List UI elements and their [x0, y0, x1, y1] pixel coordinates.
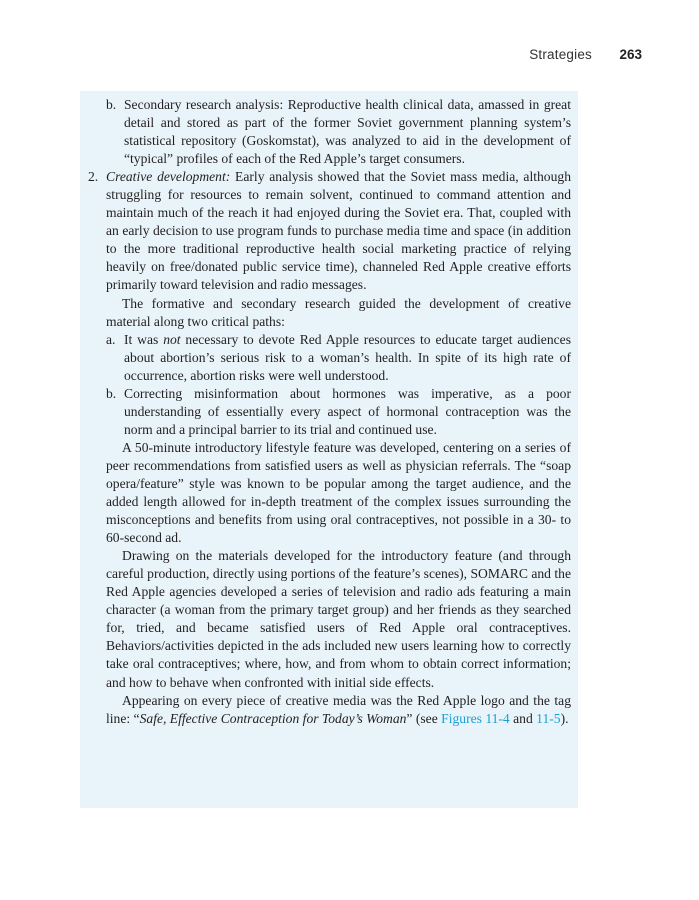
tagline: Safe, Effective Contraception for Today’s Woman [139, 710, 407, 726]
list-emphasis: not [163, 331, 181, 347]
list-item-a-abortion [88, 331, 571, 385]
figure-link-11-4[interactable]: Figures 11-4 [441, 710, 510, 726]
list-text-post: necessary to devote Red Apple resources to educate target audiences about abortion’s serious risk to a woman’s health. In spite of its high rate of occurrence, abortion risks were well understood. [124, 331, 571, 383]
page-number: 263 [619, 47, 642, 62]
paragraph-wrapper [88, 547, 571, 691]
running-header [0, 47, 699, 67]
list-label: a. [106, 331, 116, 347]
list-text-pre: It was [124, 331, 164, 347]
paragraph-feature: A 50-minute introductory lifestyle feature was developed, centering on a series of peer recommendations from satisfied users as well as physician referrals. The “soap opera/feature” style was known to be popular among the target audience, and the added length allowed for in-depth treatment of the complex issues surrounding the misconceptions and benefits from using oral contraceptives, not possible in a 30- to 60-second ad. [106, 439, 571, 546]
list-item-b-hormones [88, 385, 571, 439]
paragraph-formative: The formative and secondary research guided the development of creative material along two critical paths: [106, 295, 571, 329]
section-title: Strategies [529, 47, 592, 62]
list-text: Secondary research analysis: Reproductive health clinical data, amassed in great detail and stored as part of the former Soviet government planning system’s statistical repository (Goskomstat), was analyzed to aid in the development of “typical” profiles of each of the Red Apple’s target consumers. [124, 97, 571, 167]
paragraph-text: ” (see [406, 710, 442, 726]
body-text [88, 96, 571, 728]
paragraph-text: and [509, 710, 537, 726]
paragraph-wrapper [88, 439, 571, 547]
list-text: Early analysis showed that the Soviet mass media, although struggling for resources to remain solvent, continued to command attention and maintain much of the reach it had enjoyed during the Soviet era. That, coupled with an early decision to use program funds to purchase media time and space (in addition to the more traditional reproductive health social marketing practice of relying heavily on free/donated public service time), channeled Red Apple creative efforts primarily toward television and radio messages. [106, 169, 571, 293]
paragraph-appearing [88, 692, 571, 728]
figure-link-11-5[interactable]: 11-5 [536, 710, 561, 726]
paragraph-wrapper [88, 295, 571, 331]
paragraph-drawing: Drawing on the materials developed for the introductory feature (and through careful production, directly using portions of the feature’s scenes), SOMARC and the Red Apple agencies developed a series of television and radio ads featuring a main character (a woman from the primary target group) and her friends as they searched for, tried, and became satisfied users of Red Apple oral contraceptives. Behaviors/activities depicted in the ads included new users learning how to correctly take oral contraceptives; where, how, and from whom to obtain correct information; and how to behave when confronted with initial side effects. [106, 548, 571, 690]
paragraph-text: ). [560, 710, 569, 726]
list-label: b. [106, 97, 117, 112]
list-item-b-secondary-research [88, 96, 571, 168]
list-text: Correcting misinformation about hormones was imperative, as a poor understanding of essentially every aspect of hormonal contraception was the norm and a principal barrier to its trial and continued use. [124, 385, 571, 437]
list-lead: Creative development: [106, 169, 231, 185]
list-label: b. [106, 385, 117, 401]
paragraph-text: Appearing on every piece of creative media was the Red Apple logo and the tag line: “ [106, 692, 571, 726]
list-label: 2. [88, 169, 99, 185]
list-item-2-creative-development [88, 168, 571, 294]
